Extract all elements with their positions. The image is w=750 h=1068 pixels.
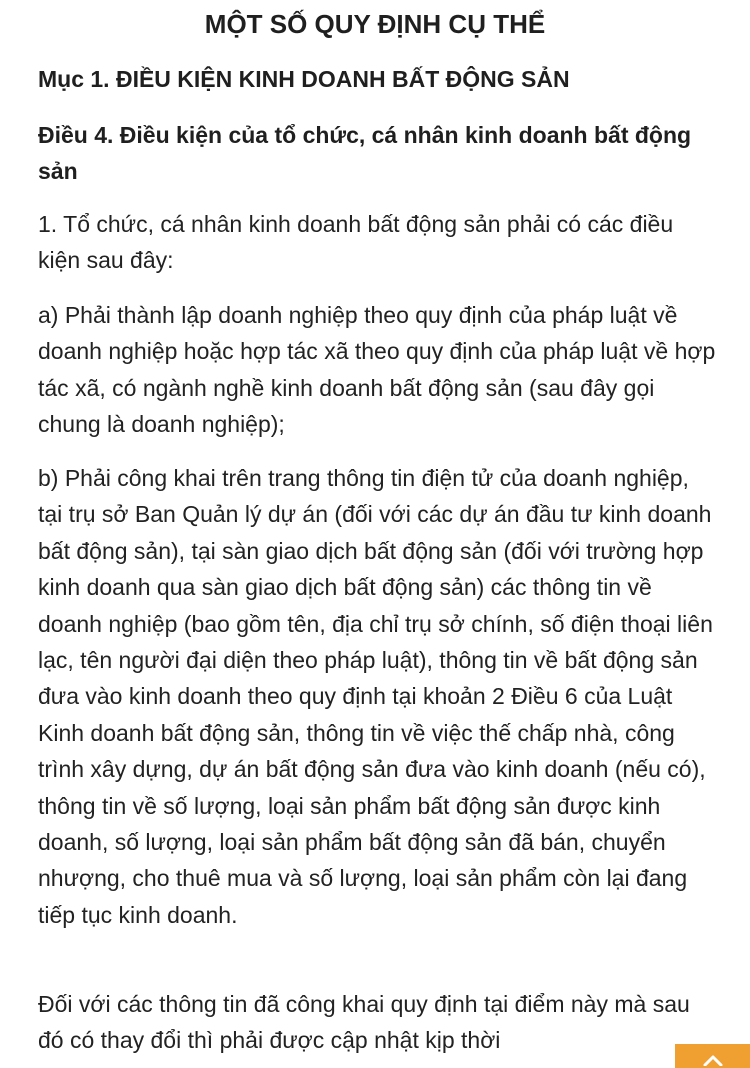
article-heading: Điều 4. Điều kiện của tổ chức, cá nhân kinh doanh bất động sản bbox=[38, 122, 692, 184]
paragraph-a: a) Phải thành lập doanh nghiệp theo quy định của pháp luật về doanh nghiệp hoặc hợp tác xã theo quy định của pháp luật về hợp tác xã, có ngành nghề kinh doanh bất động sản (sau đây gọi chung là doanh nghiệp); bbox=[38, 302, 716, 438]
paragraph-b: b) Phải công khai trên trang thông tin điện tử của doanh nghiệp, tại trụ sở Ban Quản lý dự án (đối với các dự án đầu tư kinh doanh bất động sản), tại sàn giao dịch bất động sản (đối với trường hợp kinh doanh qua sàn giao dịch bất động sản) các thông tin về doanh nghiệp (bao gồm tên, địa chỉ trụ sở chính, số điện thoại liên lạc, tên người đại diện theo pháp luật), thông tin về bất động sản đưa vào kinh doanh theo quy định tại khoản 2 Điều 6 của Luật Kinh doanh bất động sản, thông tin về việc thế chấp nhà, công trình xây dựng, dự án bất động sản đưa vào kinh doanh (nếu có), thông tin về số lượng, loại sản phẩm bất động sản được kinh doanh, số lượng, loại sản phẩm bất động sản đã bán, chuyển nhượng, cho thuê mua và số lượng, loại sản phẩm còn lại đang tiếp tục kinh doanh. bbox=[38, 465, 713, 928]
chevron-up-icon bbox=[703, 1054, 723, 1066]
section-heading: Mục 1. ĐIỀU KIỆN KINH DOANH BẤT ĐỘNG SẢN bbox=[38, 66, 570, 92]
document-title: MỘT SỐ QUY ĐỊNH CỤ THỂ bbox=[204, 9, 546, 39]
paragraph-1: 1. Tổ chức, cá nhân kinh doanh bất động sản phải có các điều kiện sau đây: bbox=[38, 211, 674, 274]
scroll-to-top-button[interactable] bbox=[675, 1044, 750, 1068]
paragraph-note: Đối với các thông tin đã công khai quy định tại điểm này mà sau đó có thay đổi thì phải được cập nhật kịp thời bbox=[38, 991, 690, 1054]
